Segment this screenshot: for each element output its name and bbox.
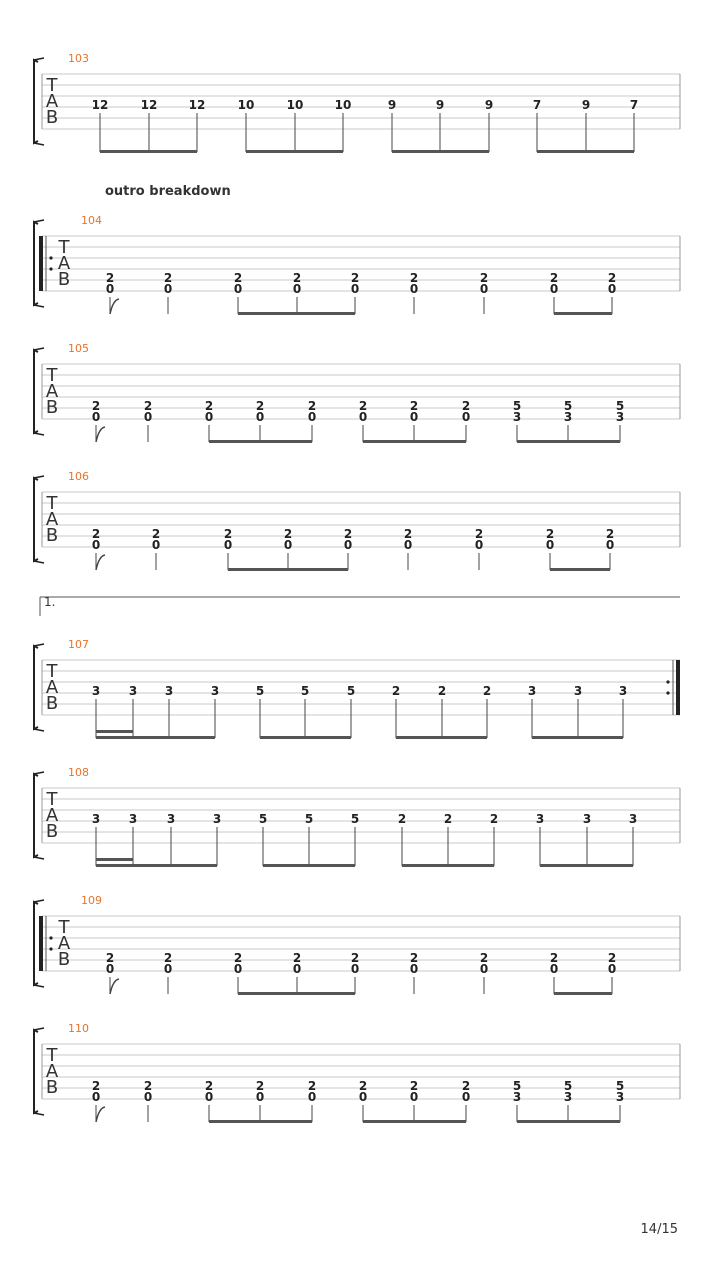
fret-number: 2 (292, 271, 302, 285)
tab-clef-letter: A (45, 677, 59, 698)
beam (554, 312, 612, 315)
fret-number: 2 (91, 527, 101, 541)
fret-number: 2 (143, 399, 153, 413)
fret-number: 2 (437, 684, 447, 698)
bracket-top-serif (34, 644, 44, 646)
fret-number: 0 (358, 1090, 368, 1104)
fret-number: 3 (164, 684, 174, 698)
fret-number: 3 (210, 684, 220, 698)
beam (238, 992, 355, 995)
fret-number: 2 (163, 271, 173, 285)
fret-number: 5 (563, 1079, 573, 1093)
fret-number: 0 (605, 538, 615, 552)
fret-number: 0 (409, 1090, 419, 1104)
measure-number: 103 (68, 52, 89, 65)
fret-number: 2 (474, 527, 484, 541)
beam (363, 1120, 466, 1123)
tab-clef-letter: T (46, 365, 58, 386)
bracket-top-serif (34, 348, 44, 350)
beam (402, 864, 494, 867)
fret-number: 10 (237, 98, 255, 112)
tab-clef-letter: B (45, 1077, 59, 1098)
fret-number: 0 (204, 410, 214, 424)
fret-number: 0 (549, 282, 559, 296)
fret-number: 10 (286, 98, 304, 112)
fret-number: 2 (461, 399, 471, 413)
fret-number: 5 (512, 399, 522, 413)
fret-number: 3 (91, 812, 101, 826)
fret-number: 2 (350, 271, 360, 285)
fret-number: 3 (512, 1090, 522, 1104)
tab-clef-letter: A (45, 805, 59, 826)
repeat-end-thick-bar (676, 660, 680, 715)
fret-number: 5 (346, 684, 356, 698)
fret-number: 0 (474, 538, 484, 552)
fret-number: 7 (629, 98, 639, 112)
fret-number: 2 (283, 527, 293, 541)
system-bracket (34, 60, 38, 143)
fret-number: 2 (105, 951, 115, 965)
fret-number: 12 (188, 98, 206, 112)
system-bracket (34, 774, 38, 857)
fret-number: 0 (233, 282, 243, 296)
fret-number: 3 (128, 812, 138, 826)
tab-clef-letter: T (58, 237, 70, 258)
bracket-bottom-serif (34, 305, 44, 307)
fret-number: 0 (461, 1090, 471, 1104)
fret-number: 2 (403, 527, 413, 541)
tab-clef-letter: B (45, 693, 59, 714)
measure-number: 109 (81, 894, 102, 907)
fret-number: 5 (350, 812, 360, 826)
tab-clef-letter: A (45, 381, 59, 402)
fret-number: 0 (255, 1090, 265, 1104)
fret-number: 0 (151, 538, 161, 552)
fret-number: 0 (292, 962, 302, 976)
fret-number: 2 (151, 527, 161, 541)
fret-number: 0 (204, 1090, 214, 1104)
fret-number: 7 (532, 98, 542, 112)
bracket-bottom-serif (34, 561, 44, 563)
beam (96, 736, 215, 739)
tab-clef-letter: B (57, 949, 71, 970)
fret-number: 0 (91, 1090, 101, 1104)
fret-number: 0 (307, 410, 317, 424)
bracket-top-serif (34, 900, 44, 902)
fret-number: 0 (233, 962, 243, 976)
fret-number: 0 (163, 962, 173, 976)
fret-number: 0 (479, 962, 489, 976)
fret-number: 5 (300, 684, 310, 698)
fret-number: 5 (512, 1079, 522, 1093)
fret-number: 2 (409, 271, 419, 285)
fret-number: 0 (105, 962, 115, 976)
volta-number: 1. (44, 595, 56, 609)
fret-number: 5 (258, 812, 268, 826)
fret-number: 3 (512, 410, 522, 424)
system-bracket (34, 478, 38, 561)
fret-number: 2 (607, 951, 617, 965)
fret-number: 0 (91, 410, 101, 424)
tab-clef-letter: T (46, 1045, 58, 1066)
fret-number: 2 (223, 527, 233, 541)
fret-number: 3 (618, 684, 628, 698)
repeat-start-thick-bar (39, 916, 43, 971)
fret-number: 3 (615, 1090, 625, 1104)
fret-number: 3 (527, 684, 537, 698)
tab-clef-letter: T (46, 493, 58, 514)
beam (100, 150, 197, 153)
bracket-bottom-serif (34, 985, 44, 987)
fret-number: 10 (334, 98, 352, 112)
fret-number: 0 (343, 538, 353, 552)
fret-number: 2 (489, 812, 499, 826)
fret-number: 3 (615, 410, 625, 424)
bracket-top-serif (34, 220, 44, 222)
fret-number: 3 (212, 812, 222, 826)
tab-clef-letter: A (57, 933, 71, 954)
fret-number: 3 (628, 812, 638, 826)
tab-clef-letter: A (45, 91, 59, 112)
measure-number: 106 (68, 470, 89, 483)
beam (209, 440, 312, 443)
fret-number: 2 (105, 271, 115, 285)
tab-clef-letter: B (45, 821, 59, 842)
fret-number: 2 (292, 951, 302, 965)
fret-number: 0 (223, 538, 233, 552)
bracket-top-serif (34, 58, 44, 60)
repeat-dot (49, 267, 52, 270)
system-bracket (34, 350, 38, 433)
note-flag (110, 299, 119, 314)
fret-number: 2 (350, 951, 360, 965)
beam (363, 440, 466, 443)
fret-number: 2 (255, 1079, 265, 1093)
fret-number: 2 (549, 951, 559, 965)
measure-number: 105 (68, 342, 89, 355)
beam (392, 150, 489, 153)
bracket-bottom-serif (34, 729, 44, 731)
fret-number: 2 (143, 1079, 153, 1093)
beam (246, 150, 343, 153)
fret-number: 2 (549, 271, 559, 285)
fret-number: 2 (443, 812, 453, 826)
fret-number: 2 (163, 951, 173, 965)
fret-number: 9 (387, 98, 397, 112)
bracket-bottom-serif (34, 1113, 44, 1115)
fret-number: 0 (350, 962, 360, 976)
tab-clef-letter: A (57, 253, 71, 274)
fret-number: 2 (479, 951, 489, 965)
fret-number: 0 (307, 1090, 317, 1104)
measure-number: 104 (81, 214, 102, 227)
secondary-beam (96, 858, 133, 861)
beam (396, 736, 487, 739)
fret-number: 2 (479, 271, 489, 285)
beam (209, 1120, 312, 1123)
tab-clef-letter: B (45, 525, 59, 546)
fret-number: 0 (461, 410, 471, 424)
system-bracket (34, 1030, 38, 1113)
beam (517, 440, 620, 443)
bracket-bottom-serif (34, 433, 44, 435)
fret-number: 5 (615, 1079, 625, 1093)
fret-number: 0 (479, 282, 489, 296)
beam (532, 736, 623, 739)
fret-number: 5 (563, 399, 573, 413)
beam (228, 568, 348, 571)
note-flag (96, 1107, 105, 1122)
fret-number: 2 (605, 527, 615, 541)
fret-number: 2 (545, 527, 555, 541)
fret-number: 2 (358, 1079, 368, 1093)
fret-number: 0 (105, 282, 115, 296)
bracket-top-serif (34, 476, 44, 478)
fret-number: 2 (233, 271, 243, 285)
fret-number: 9 (435, 98, 445, 112)
beam (517, 1120, 620, 1123)
beam (263, 864, 355, 867)
section-label: outro breakdown (105, 184, 231, 199)
fret-number: 0 (350, 282, 360, 296)
fret-number: 0 (607, 282, 617, 296)
note-flag (96, 427, 105, 442)
fret-number: 12 (140, 98, 158, 112)
fret-number: 2 (409, 399, 419, 413)
repeat-start-thick-bar (39, 236, 43, 291)
beam (554, 992, 612, 995)
fret-number: 2 (409, 1079, 419, 1093)
fret-number: 3 (573, 684, 583, 698)
fret-number: 0 (292, 282, 302, 296)
fret-number: 2 (255, 399, 265, 413)
tab-clef-letter: T (46, 75, 58, 96)
fret-number: 2 (461, 1079, 471, 1093)
fret-number: 0 (607, 962, 617, 976)
fret-number: 2 (343, 527, 353, 541)
repeat-dot (49, 936, 52, 939)
measure-number: 107 (68, 638, 89, 651)
fret-number: 2 (204, 399, 214, 413)
tab-clef-letter: B (57, 269, 71, 290)
fret-number: 2 (409, 951, 419, 965)
tab-clef-letter: T (46, 661, 58, 682)
fret-number: 2 (397, 812, 407, 826)
fret-number: 2 (307, 399, 317, 413)
fret-number: 0 (163, 282, 173, 296)
fret-number: 2 (607, 271, 617, 285)
fret-number: 5 (304, 812, 314, 826)
repeat-dot (666, 691, 669, 694)
bracket-bottom-serif (34, 857, 44, 859)
fret-number: 0 (143, 1090, 153, 1104)
tab-clef-letter: A (45, 1061, 59, 1082)
fret-number: 5 (255, 684, 265, 698)
beam (96, 864, 217, 867)
note-flag (96, 555, 105, 570)
fret-number: 3 (535, 812, 545, 826)
system-bracket (34, 222, 38, 305)
tab-clef-letter: B (45, 107, 59, 128)
beam (238, 312, 355, 315)
fret-number: 0 (358, 410, 368, 424)
fret-number: 0 (255, 410, 265, 424)
tab-clef-letter: T (58, 917, 70, 938)
bracket-top-serif (34, 1028, 44, 1030)
secondary-beam (96, 730, 133, 733)
fret-number: 0 (283, 538, 293, 552)
fret-number: 0 (549, 962, 559, 976)
fret-number: 2 (482, 684, 492, 698)
fret-number: 0 (409, 282, 419, 296)
fret-number: 2 (358, 399, 368, 413)
note-flag (110, 979, 119, 994)
repeat-dot (49, 256, 52, 259)
system-bracket (34, 646, 38, 729)
fret-number: 9 (581, 98, 591, 112)
fret-number: 3 (91, 684, 101, 698)
bracket-bottom-serif (34, 143, 44, 145)
fret-number: 3 (582, 812, 592, 826)
fret-number: 3 (563, 1090, 573, 1104)
fret-number: 0 (409, 962, 419, 976)
fret-number: 0 (143, 410, 153, 424)
fret-number: 0 (403, 538, 413, 552)
fret-number: 2 (391, 684, 401, 698)
repeat-dot (666, 680, 669, 683)
fret-number: 3 (166, 812, 176, 826)
fret-number: 3 (563, 410, 573, 424)
system-bracket (34, 902, 38, 985)
tab-clef-letter: T (46, 789, 58, 810)
measure-number: 108 (68, 766, 89, 779)
fret-number: 0 (409, 410, 419, 424)
fret-number: 3 (128, 684, 138, 698)
fret-number: 0 (91, 538, 101, 552)
tab-clef-letter: B (45, 397, 59, 418)
fret-number: 2 (91, 1079, 101, 1093)
beam (540, 864, 633, 867)
beam (260, 736, 351, 739)
fret-number: 9 (484, 98, 494, 112)
fret-number: 2 (307, 1079, 317, 1093)
fret-number: 5 (615, 399, 625, 413)
fret-number: 12 (91, 98, 109, 112)
fret-number: 2 (204, 1079, 214, 1093)
bracket-top-serif (34, 772, 44, 774)
repeat-dot (49, 947, 52, 950)
fret-number: 2 (233, 951, 243, 965)
beam (550, 568, 610, 571)
beam (537, 150, 634, 153)
tab-clef-letter: A (45, 509, 59, 530)
fret-number: 0 (545, 538, 555, 552)
page-number: 14/15 (640, 1222, 678, 1237)
fret-number: 2 (91, 399, 101, 413)
measure-number: 110 (68, 1022, 89, 1035)
